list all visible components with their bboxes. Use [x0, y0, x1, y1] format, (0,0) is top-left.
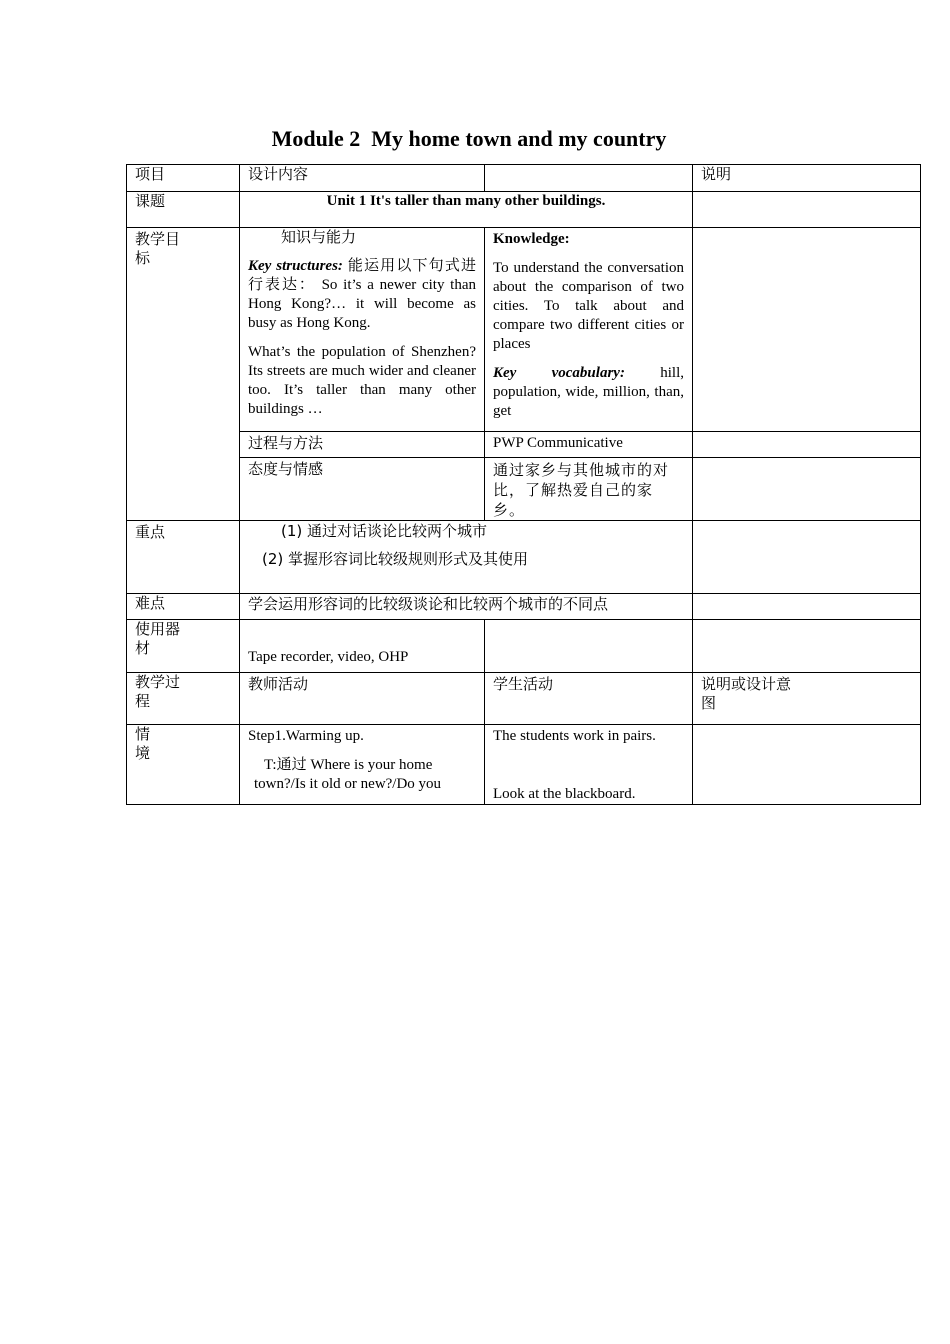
step-title: Step1.Warming up.: [248, 728, 364, 744]
attitude-label: 态度与情感: [240, 458, 485, 521]
student-activity-heading: 学生活动: [485, 673, 693, 725]
topic-note: [693, 192, 921, 228]
objectives-row: [127, 228, 921, 432]
equipment-label-text: 使用器材: [135, 620, 181, 657]
process-note: [693, 432, 921, 458]
process-method-row: [127, 432, 921, 458]
header-note: 说明: [693, 165, 921, 192]
key-vocab-text: hill, population, wide, million, than, get: [493, 365, 684, 419]
student-line-2: Look at the blackboard.: [493, 786, 636, 802]
key-points-cell: [240, 521, 693, 594]
key-vocab-label: Key vocabulary:: [493, 365, 625, 381]
attitude-note: [693, 458, 921, 521]
example-sentences: What’s the population of Shenzhen? Its streets are much wider and cleaner too. It’s taller than many other buildings …: [248, 344, 476, 417]
situation-label: [127, 725, 240, 805]
attitude-value: 通过家乡与其他城市的对比，了解热爱自己的家乡。: [485, 458, 693, 521]
equipment-empty: [485, 620, 693, 673]
unit-title: Unit 1 It's taller than many other buildings.: [240, 192, 693, 228]
knowledge-label: Knowledge:: [493, 231, 570, 247]
key-points-row: [127, 521, 921, 594]
key-structures-label: Key structures:: [248, 258, 343, 274]
knowledge-text: To understand the conversation about the comparison of two cities. To talk about and compare two different cities or places: [493, 260, 684, 352]
equipment-value: Tape recorder, video, OHP: [240, 620, 485, 673]
difficulty-value: 学会运用形容词的比较级谈论和比较两个城市的不同点: [240, 594, 693, 620]
teaching-process-row: [127, 673, 921, 725]
key-points-label: 重点: [127, 521, 240, 594]
knowledge-ability-heading: 知识与能力: [281, 228, 357, 246]
key-points-note: [693, 521, 921, 594]
situation-row: [127, 725, 921, 805]
equipment-note: [693, 620, 921, 673]
attitude-row: [127, 458, 921, 521]
page-title: Module 2 My home town and my country: [271, 126, 667, 151]
objectives-knowledge-cell: [485, 228, 693, 432]
topic-label: 课题: [127, 192, 240, 228]
header-item: 项目: [127, 165, 240, 192]
design-intent-text: 说明或设计意图: [701, 675, 792, 712]
header-content: 设计内容: [240, 165, 485, 192]
lesson-plan-table: [126, 164, 921, 805]
header-empty: [485, 165, 693, 192]
teacher-line: T:通过 Where is your home town?/Is it old or new?/Do you: [254, 757, 442, 792]
key-point-2: (2) 掌握形容词比较级规则形式及其使用: [262, 550, 529, 568]
student-activity-cell: [485, 725, 693, 805]
design-intent-heading: [693, 673, 921, 725]
process-value: PWP Communicative: [485, 432, 693, 458]
difficulty-note: [693, 594, 921, 620]
header-row: [127, 165, 921, 192]
equipment-label: [127, 620, 240, 673]
teacher-activity-cell: [240, 725, 485, 805]
difficulty-label: 难点: [127, 594, 240, 620]
key-point-1: (1) 通过对话谈论比较两个城市: [281, 522, 488, 540]
process-label: 过程与方法: [240, 432, 485, 458]
teaching-process-label-text: 教学过程: [135, 673, 181, 710]
equipment-row: [127, 620, 921, 673]
teacher-activity-heading: 教师活动: [240, 673, 485, 725]
topic-row: [127, 192, 921, 228]
objectives-ability-cell: [240, 228, 485, 432]
difficulty-row: [127, 594, 921, 620]
key-structures: [248, 257, 476, 333]
objectives-note: [693, 228, 921, 432]
key-structures-text: 能运用以下句式进行表达： So it’s a newer city than Hong Kong?… it will become as busy as Hong Kong.: [248, 258, 476, 331]
situation-label-text: 情境: [135, 725, 151, 762]
student-line-1: The students work in pairs.: [493, 728, 656, 744]
situation-note: [693, 725, 921, 805]
teaching-process-label: [127, 673, 240, 725]
objectives-label: [127, 228, 240, 521]
objectives-label-text: 教学目标: [135, 230, 181, 267]
key-vocabulary: [493, 364, 684, 421]
